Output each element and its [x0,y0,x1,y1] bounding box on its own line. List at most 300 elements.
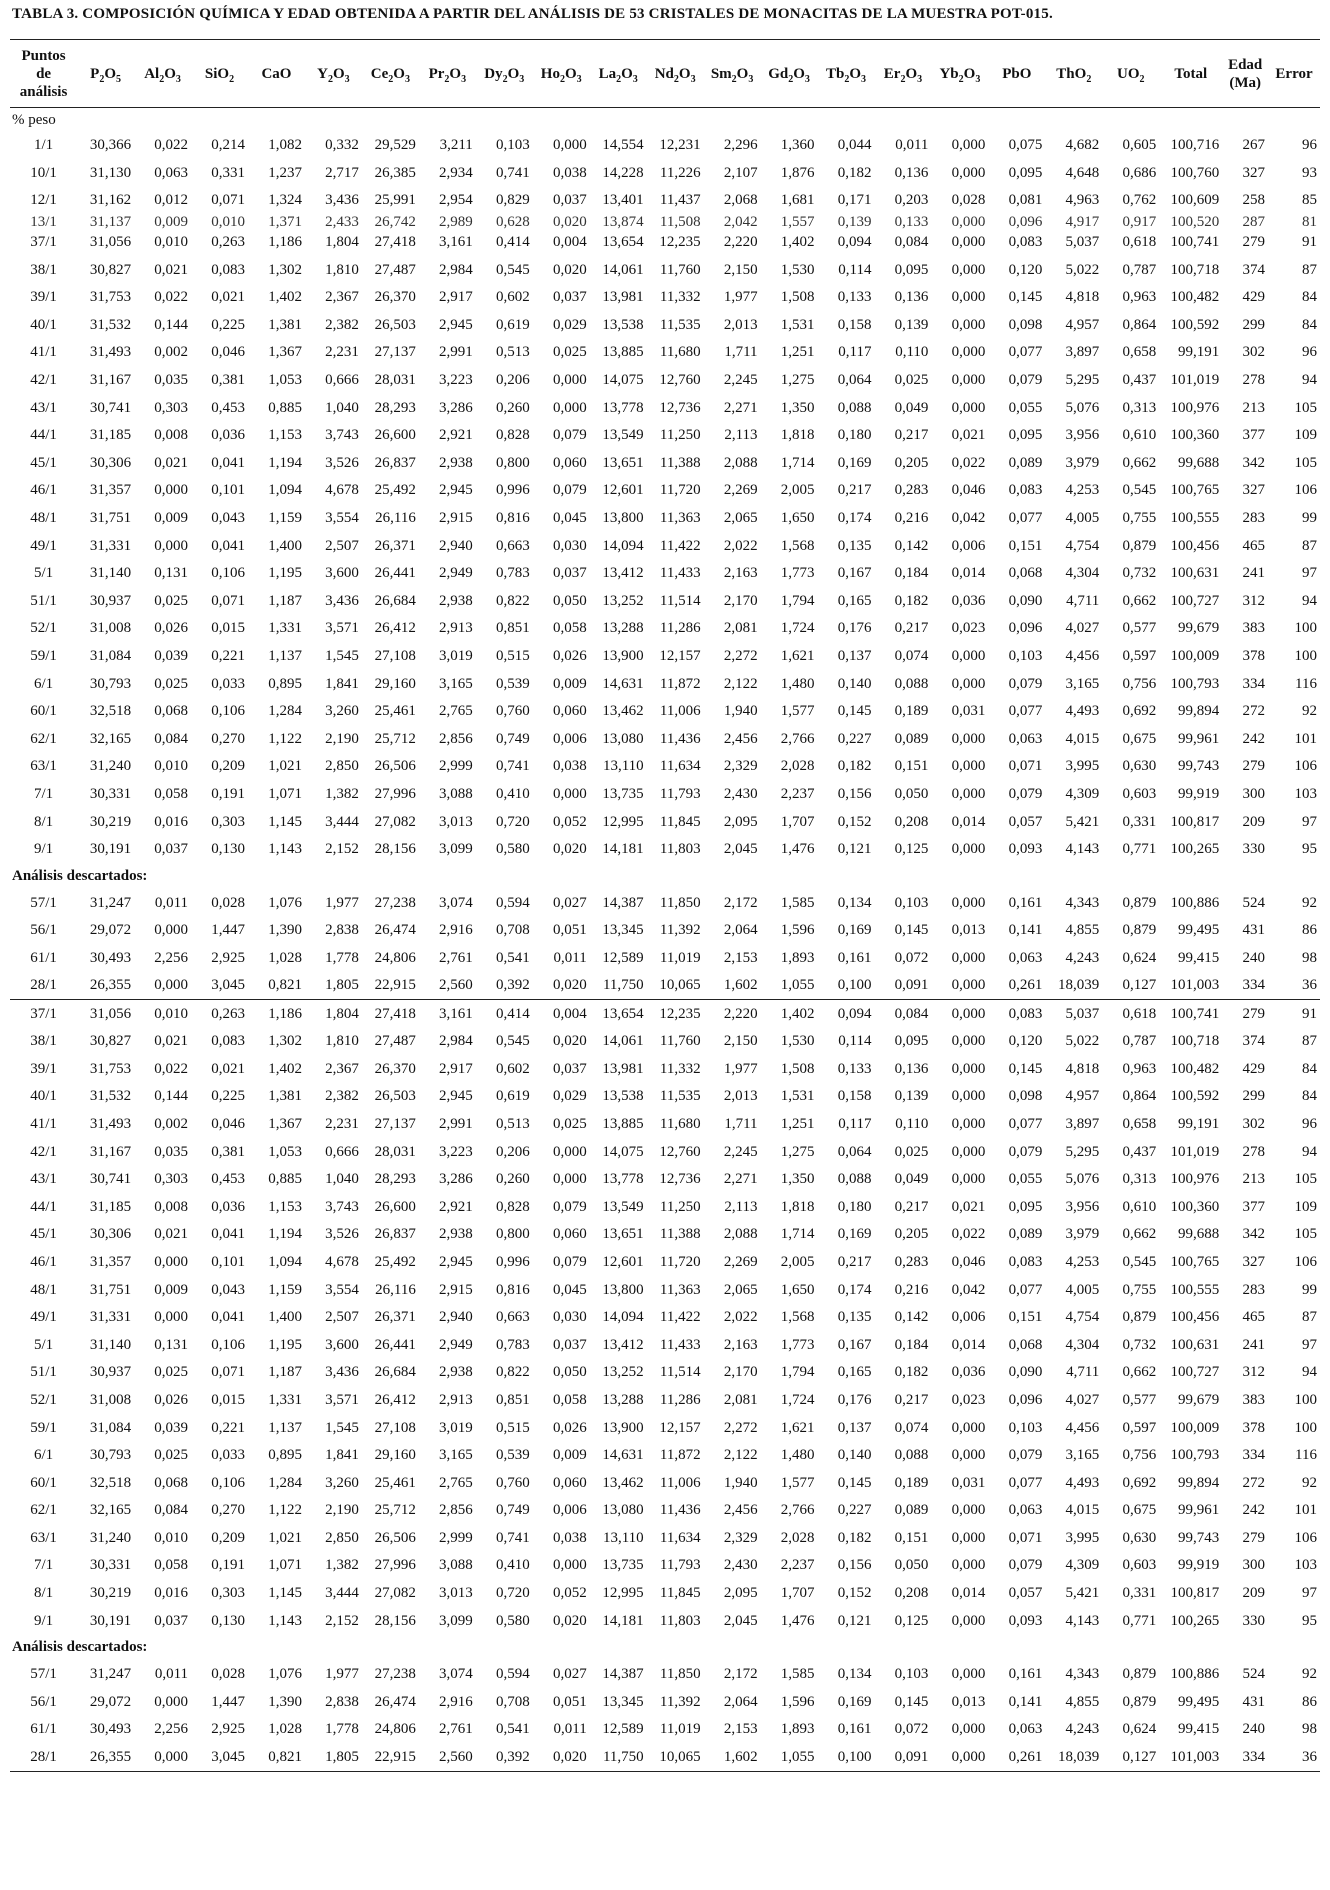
table-cell: 1,350 [780,399,815,416]
discarded-label: Análisis descartados: [12,1639,148,1656]
table-cell: 3,045 [191,1744,248,1772]
table-cell: 0,208 [894,1585,929,1602]
table-cell: 0,624 [1122,949,1157,966]
table-cell: 1,145 [268,1585,302,1602]
table-cell: 0,084 [894,234,929,251]
table-cell: 0,879 [1122,537,1157,554]
table-cell: 2,153 [723,1721,758,1738]
table-cell: 0,037 [552,192,587,209]
table-cell: 0,783 [496,1336,530,1353]
table-cell: 0,800 [496,454,530,471]
table-cell: 0,068 [1008,1336,1043,1353]
table-cell: 0,060 [552,1226,587,1243]
table-cell: 4,309 [1065,785,1100,802]
table-cell: 0,513 [496,344,530,361]
table-cell: 2,938 [439,592,473,609]
analysis-point: 38/1 [30,1033,57,1050]
table-row [10,312,1320,340]
table-cell: 1,977 [325,1666,359,1683]
table-cell: 0,021 [211,1060,245,1077]
table-cell: 0,072 [894,949,929,966]
table-cell: 2,560 [419,1744,476,1772]
table-cell: 2,045 [723,1612,758,1629]
table-cell: 2,766 [780,1502,815,1519]
table-cell: 3,074 [439,1666,473,1683]
table-cell: 1,094 [268,1253,302,1270]
table-cell: 1,071 [268,1557,302,1574]
table-cell: 0,619 [496,1088,530,1105]
table-cell: 0,094 [837,1005,872,1022]
table-cell: 14,061 [602,261,644,278]
table-cell: 0,783 [496,565,530,582]
table-cell: 2,153 [723,949,758,966]
table-cell: 0,052 [552,813,587,830]
table-cell: 0,708 [496,1693,530,1710]
table-cell: 27,238 [374,894,416,911]
table-cell: 30,191 [89,1612,132,1629]
table-cell: 0,205 [894,454,929,471]
table-cell: 31,056 [89,234,132,251]
table-cell: 1,794 [780,1364,815,1381]
table-cell: 0,131 [154,565,189,582]
table-cell: 0,091 [894,977,929,994]
table-cell: 12,157 [659,647,701,664]
table-cell: 1,381 [268,316,302,333]
table-cell: 11,006 [659,1474,701,1491]
analysis-point: 51/1 [30,1364,57,1381]
table-cell: 2,945 [439,316,473,333]
table-cell: 330 [1242,841,1266,858]
table-cell: 0,049 [894,1171,929,1188]
table-cell: 0,000 [951,675,986,692]
table-cell: 0,060 [552,454,587,471]
table-cell: 99,743 [1178,758,1220,775]
analysis-point: 42/1 [30,372,57,389]
table-cell: 2,022 [723,1309,758,1326]
table-cell: 0,191 [211,1557,245,1574]
table-cell: 2,150 [723,261,758,278]
table-cell: 0,800 [496,1226,530,1243]
table-cell: 1,143 [268,1612,302,1629]
analysis-point: 62/1 [30,1502,57,1519]
table-cell: 0,828 [496,427,530,444]
table-cell: 31,008 [89,1391,132,1408]
table-cell: 0,027 [552,894,587,911]
table-cell: 302 [1242,344,1266,361]
table-cell: 0,144 [154,316,189,333]
table-cell: 11,422 [659,537,701,554]
table-cell: 302 [1242,1115,1266,1132]
table-cell: 0,051 [552,922,587,939]
table-cell: 2,838 [325,1693,359,1710]
table-cell: 0,133 [837,1060,872,1077]
table-cell: 0,663 [496,537,530,554]
table-cell: 99,961 [1178,730,1220,747]
table-cell: 101,003 [1159,1744,1222,1772]
table-cell: 330 [1242,1612,1266,1629]
table-cell: 0,182 [894,1364,929,1381]
table-cell: 30,331 [89,785,132,802]
analysis-point: 44/1 [30,427,57,444]
table-cell: 25,991 [374,192,416,209]
table-cell: 0,039 [154,1419,189,1436]
table-cell: 11,760 [659,261,701,278]
header-oxide: $Pr_2O_3$ [428,65,467,85]
table-cell: 12,235 [659,234,701,251]
table-cell: 0,106 [211,565,245,582]
table-cell: 0,000 [951,399,986,416]
table-cell: 2,940 [439,537,473,554]
table-cell: 31,008 [89,620,132,637]
table-row [10,532,1320,560]
table-cell: 342 [1242,454,1266,471]
analysis-point: 5/1 [33,565,54,582]
table-cell: 1,251 [780,1115,815,1132]
table-cell: 4,456 [1065,647,1100,664]
table-cell: 2,013 [723,316,758,333]
table-cell: 0,822 [496,1364,530,1381]
table-cell: 100,765 [1170,1253,1220,1270]
table-cell: 99,415 [1178,949,1220,966]
table-cell: 0,000 [552,785,587,802]
table-cell: 1,596 [780,1693,815,1710]
table-cell: 0,000 [951,1721,986,1738]
table-cell: 31,162 [89,192,132,209]
table-cell: 3,436 [325,1364,359,1381]
table-cell: 106 [1294,1529,1317,1546]
table-cell: 2,122 [723,1447,758,1464]
table-cell: 30,191 [89,841,132,858]
table-cell: 378 [1242,1419,1266,1436]
table-cell: 3,743 [325,1198,359,1215]
table-cell: 25,712 [374,1502,416,1519]
header-oxide: $Al_2O_3$ [144,65,181,85]
table-cell: 99,495 [1178,922,1220,939]
table-cell: 26,474 [374,922,416,939]
table-cell: 0,084 [154,730,189,747]
table-cell: 0,144 [154,1088,189,1105]
table-cell: 0,662 [1122,1226,1157,1243]
table-cell: 0,000 [154,537,189,554]
table-cell: 22,915 [362,1744,419,1772]
table-cell: 0,135 [837,537,872,554]
table-cell: 31,084 [89,647,132,664]
table-cell: 100,482 [1170,289,1220,306]
header-oxide: $Dy_2O_3$ [484,65,525,85]
table-cell: 0,052 [552,1585,587,1602]
table-cell: 0,741 [496,1529,530,1546]
table-cell: 0,816 [496,510,530,527]
table-cell: 2,065 [723,1281,758,1298]
table-cell: 1,186 [268,1005,302,1022]
table-cell: 0,000 [552,399,587,416]
table-cell: 4,253 [1065,482,1100,499]
table-cell: 5,295 [1065,372,1100,389]
table-cell: 1,707 [780,813,815,830]
table-cell: 100,817 [1170,813,1220,830]
table-cell: 0,879 [1122,1693,1157,1710]
table-cell: 28,293 [374,399,416,416]
table-cell: 92 [1302,1474,1317,1491]
table-cell: 4,143 [1065,1612,1100,1629]
table-cell: 2,269 [723,1253,758,1270]
table-cell: 0,068 [154,1474,189,1491]
table-cell: 431 [1242,922,1266,939]
table-row [10,1138,1320,1166]
table-cell: 92 [1302,703,1317,720]
table-cell: 30,741 [89,399,132,416]
table-cell: 0,090 [1008,1364,1043,1381]
table-cell: 2,068 [723,192,758,209]
table-cell: 0,000 [552,137,587,154]
table-cell: 2,856 [439,1502,473,1519]
table-cell: 0,658 [1122,344,1157,361]
table-cell: 12,736 [659,399,701,416]
table-cell: 1,402 [780,1005,815,1022]
table-cell: 334 [1242,977,1266,994]
table-cell: 26,355 [77,1744,134,1772]
table-cell: 100,631 [1170,1336,1220,1353]
table-row [10,1276,1320,1304]
table-cell: 0,127 [1102,1744,1159,1772]
table-cell: 0,089 [1008,1226,1043,1243]
table-cell: 13,288 [602,620,644,637]
table-cell: 0,414 [496,1005,530,1022]
table-cell: 2,430 [723,785,758,802]
table-cell: 1,724 [780,620,815,637]
table-cell: 3,088 [439,1557,473,1574]
table-cell: 0,000 [951,1529,986,1546]
table-cell: 94 [1302,372,1317,389]
table-row [10,1607,1320,1635]
table-cell: 0,139 [894,316,929,333]
table-cell: 0,135 [837,1309,872,1326]
table-cell: 0,133 [837,289,872,306]
table-cell: 0,029 [552,1088,587,1105]
table-cell: 3,897 [1065,1115,1100,1132]
table-cell: 0,063 [1008,730,1043,747]
table-cell: 0,145 [837,1474,872,1491]
table-cell: 94 [1302,1364,1317,1381]
table-row [10,505,1320,533]
table-cell: 3,554 [325,1281,359,1298]
table-cell: 11,433 [659,565,701,582]
table-cell: 0,437 [1122,372,1157,389]
table-cell: 3,088 [439,785,473,802]
table-cell: 2,088 [723,1226,758,1243]
table-cell: 0,760 [496,703,530,720]
table-cell: 27,487 [374,261,416,278]
table-cell: 13,110 [602,758,644,775]
table-cell: 0,094 [837,234,872,251]
table-cell: 11,332 [659,1060,701,1077]
table-cell: 377 [1242,1198,1266,1215]
table-row [10,1552,1320,1580]
table-cell: 13,080 [602,730,644,747]
table-cell: 0,072 [894,1721,929,1738]
table-cell: 32,518 [89,1474,132,1491]
table-cell: 0,217 [837,482,872,499]
header-oxide: $Sm_2O_3$ [710,65,754,85]
table-cell: 258 [1242,192,1266,209]
table-cell: 11,535 [659,316,701,333]
table-cell: 300 [1242,1557,1266,1574]
table-cell: 0,015 [211,620,245,637]
table-cell: 92 [1302,894,1317,911]
table-cell: 0,106 [211,1336,245,1353]
table-cell: 0,121 [837,841,872,858]
table-cell: 3,161 [439,234,473,251]
table-cell: 3,743 [325,427,359,444]
table-cell: 3,074 [439,894,473,911]
table-cell: 36 [1302,977,1317,994]
table-cell: 0,014 [951,813,986,830]
table-cell: 0,515 [496,647,530,664]
table-cell: 13,981 [602,289,644,306]
table-cell: 1,400 [268,1309,302,1326]
table-cell: 0,594 [496,1666,530,1683]
table-cell: 1,153 [268,427,302,444]
table-cell: 1,810 [325,261,359,278]
table-cell: 3,956 [1065,1198,1100,1215]
table-cell: 11,388 [659,454,701,471]
table-cell: 0,145 [837,703,872,720]
table-cell: 1,402 [268,289,302,306]
table-cell: 13,110 [602,1529,644,1546]
table-cell: 0,095 [894,1033,929,1050]
table-cell: 0,000 [951,841,986,858]
table-cell: 100,793 [1170,1447,1220,1464]
table-cell: 0,303 [211,1585,245,1602]
table-cell: 2,945 [439,1088,473,1105]
table-cell: 0,879 [1122,894,1157,911]
table-cell: 0,025 [894,1143,929,1160]
table-cell: 0,885 [268,399,302,416]
table-cell: 31,493 [89,344,132,361]
table-cell: 0,000 [951,1502,986,1519]
discarded-label: Análisis descartados: [12,867,148,884]
table-cell: 0,098 [1008,316,1043,333]
table-cell: 0,156 [837,785,872,802]
table-cell: 5,295 [1065,1143,1100,1160]
table-cell: 0,217 [894,1198,929,1215]
table-cell: 0,081 [1008,192,1043,209]
table-cell: 99,894 [1178,1474,1220,1491]
table-cell: 30,493 [89,949,132,966]
table-cell: 0,541 [496,1721,530,1738]
table-cell: 106 [1294,758,1317,775]
table-row [10,1442,1320,1470]
table-cell: 2,917 [439,289,473,306]
table-cell: 0,042 [951,1281,986,1298]
table-cell: 4,678 [325,482,359,499]
table-cell: 31,167 [89,372,132,389]
table-cell: 84 [1302,316,1317,333]
table-cell: 11,332 [659,289,701,306]
table-cell: 2,856 [439,730,473,747]
table-cell: 209 [1242,1585,1266,1602]
table-cell: 0,771 [1122,1612,1157,1629]
table-cell: 14,075 [602,372,644,389]
table-cell: 11,508 [659,214,701,229]
table-cell: 31,753 [89,1060,132,1077]
table-cell: 0,037 [552,565,587,582]
table-cell: 100,456 [1170,537,1220,554]
table-cell: 4,027 [1065,620,1100,637]
table-cell: 0,851 [496,620,530,637]
table-cell: 12,736 [659,1171,701,1188]
table-cell: 0,263 [211,234,245,251]
table-cell: 0,000 [951,344,986,361]
table-cell: 0,453 [211,399,245,416]
table-cell: 0,000 [552,372,587,389]
table-cell: 3,019 [439,647,473,664]
table-cell: 4,015 [1065,730,1100,747]
table-cell: 334 [1222,1744,1268,1772]
table-cell: 0,014 [951,1336,986,1353]
table-cell: 383 [1242,620,1266,637]
table-cell: 99 [1302,510,1317,527]
table-cell: 11,388 [659,1226,701,1243]
table-row [10,422,1320,450]
table-cell: 0,760 [496,1474,530,1491]
table-cell: 0,037 [154,1612,189,1629]
table-cell: 0,093 [1008,1612,1043,1629]
table-cell: 1,082 [268,137,302,154]
table-cell: 3,444 [325,813,359,830]
table-cell: 0,041 [211,1226,245,1243]
table-cell: 1,545 [325,647,359,664]
table-cell: 24,806 [374,949,416,966]
table-cell: 0,151 [1008,537,1043,554]
table-cell: 3,260 [325,703,359,720]
analysis-point: 48/1 [30,510,57,527]
analysis-point: 9/1 [33,841,54,858]
table-cell: 1,275 [780,372,815,389]
table-cell: 0,749 [496,730,530,747]
table-cell: 100,456 [1170,1309,1220,1326]
table-cell: 0,021 [951,427,986,444]
table-cell: 13,885 [602,344,644,361]
table-cell: 0,026 [552,647,587,664]
table-cell: 0,619 [496,316,530,333]
table-cell: 26,371 [374,1309,416,1326]
table-cell: 241 [1242,565,1266,582]
table-cell: 4,855 [1065,1693,1100,1710]
table-cell: 3,995 [1065,758,1100,775]
table-cell: 2,152 [325,841,359,858]
table-cell: 13,778 [602,1171,644,1188]
table-cell: 0,025 [552,1115,587,1132]
table-cell: 0,120 [1008,1033,1043,1050]
table-cell: 27,082 [374,1585,416,1602]
table-cell: 4,682 [1065,137,1100,154]
table-cell: 26,503 [374,1088,416,1105]
table-cell: 0,131 [154,1336,189,1353]
table-cell: 429 [1242,289,1266,306]
table-cell: 100,265 [1170,1612,1220,1629]
table-cell: 3,165 [1065,675,1100,692]
table-cell: 36 [1268,1744,1320,1772]
table-cell: 0,100 [837,977,872,994]
table-cell: 28,293 [374,1171,416,1188]
table-cell: 1,402 [268,1060,302,1077]
table-row [10,725,1320,753]
table-cell: 0,083 [1008,1005,1043,1022]
table-cell: 1,568 [780,1309,815,1326]
table-cell: 0,139 [837,214,872,229]
table-cell: 2,113 [724,1198,758,1215]
